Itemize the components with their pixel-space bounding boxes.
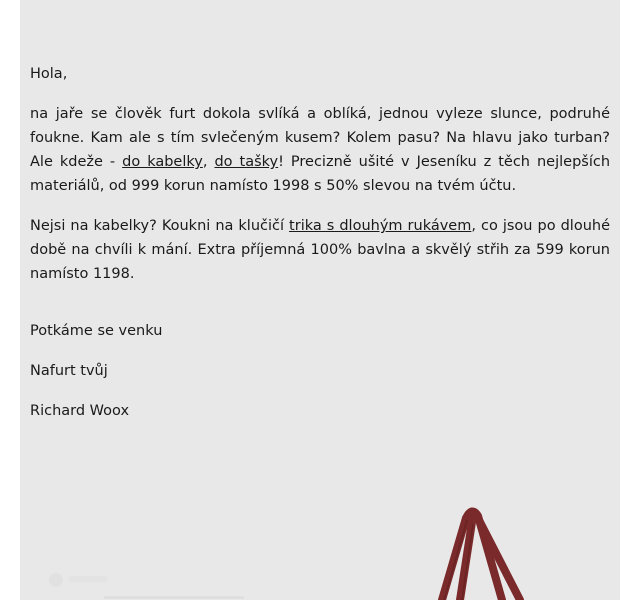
email-paragraph-handbags — [30, 102, 610, 198]
email-canvas — [20, 0, 620, 600]
email-greeting: Hola, — [30, 66, 68, 82]
paragraph-text: na jaře se člověk furt dokola svlíká a oblíká, jednou vyleze slunce, podruhé foukne. Kam ale s tím svlečeným kusem? Kolem pasu? Na hlavu jako turban? Ale kdeže - — [30, 106, 610, 170]
link-handbags[interactable]: do kabelky — [122, 154, 203, 170]
paragraph-text: ! Precizně ušité v Jeseníku z těch nejlepších materiálů, od 999 korun namísto 1998 s 50% slevou na tvém účtu. — [30, 154, 611, 194]
link-long-sleeve-shirts[interactable]: trika s dlouhým rukávem — [289, 218, 472, 234]
email-body — [30, 62, 610, 423]
paragraph-separator: , — [202, 154, 215, 170]
tote-bag-image[interactable] — [420, 500, 530, 600]
faint-footer-graphic — [44, 570, 244, 600]
email-signoff: Potkáme se venku — [30, 323, 163, 339]
email-paragraph-shirts — [30, 214, 610, 286]
paragraph-text: , co jsou po dlouhé době na chvíli k mání. Extra příjemná 100% bavlna a skvělý střih za 599 korun namísto 1198. — [30, 218, 610, 282]
email-closing: Nafurt tvůj — [30, 363, 108, 379]
paragraph-text: Nejsi na kabelky? Koukni na klučičí — [30, 218, 290, 234]
email-sender-name: Richard Woox — [30, 403, 130, 419]
link-bags[interactable]: do tašky — [214, 154, 279, 170]
